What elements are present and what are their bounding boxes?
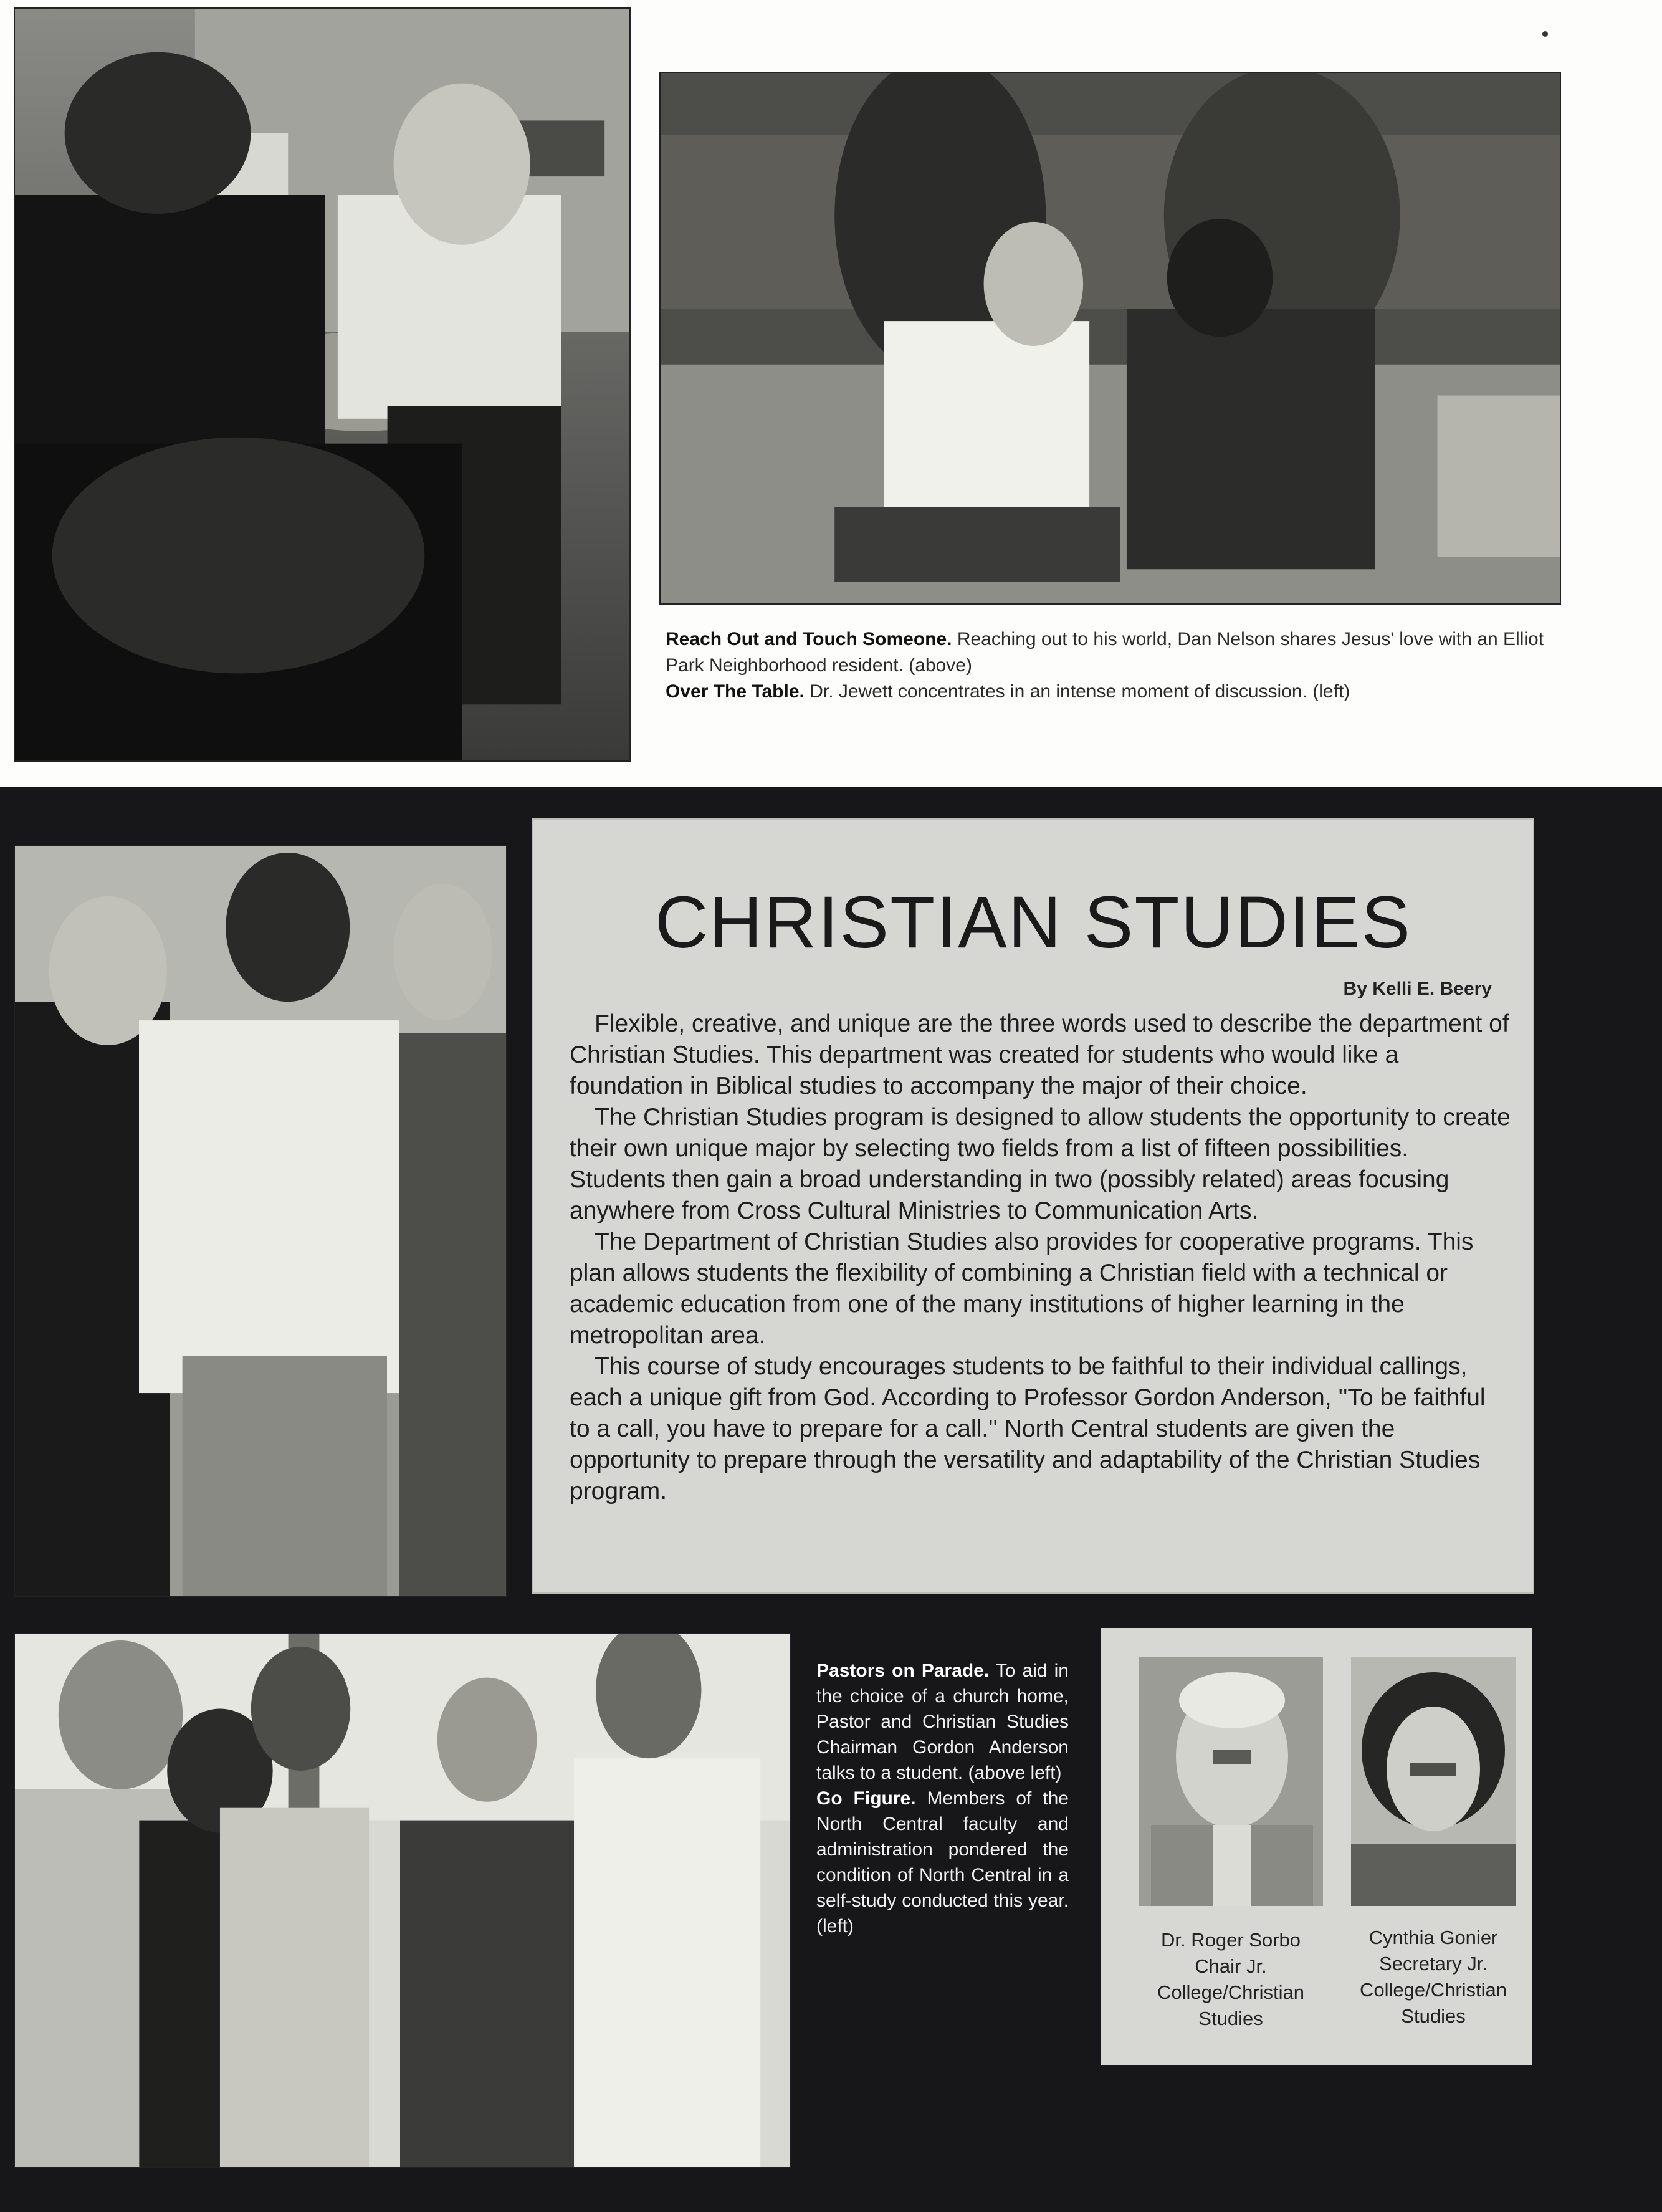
top-photo-captions xyxy=(666,626,1572,705)
staff-caption-cynthia-gonier xyxy=(1338,1925,1529,2029)
caption-pastors-on-parade xyxy=(816,1658,1069,1786)
staff-panel xyxy=(1101,1628,1532,2065)
staff-title: Secretary Jr. xyxy=(1379,1953,1488,1975)
staff-title: College/Christian xyxy=(1157,1981,1305,2003)
caption-text: Dr. Jewett concentrates in an intense moment of discussion. (left) xyxy=(804,681,1350,702)
article-title: CHRISTIAN STUDIES xyxy=(654,881,1412,964)
photo-reach-out xyxy=(659,72,1561,605)
staff-title: Studies xyxy=(1401,2005,1466,2027)
caption-over-the-table xyxy=(666,679,1572,705)
article-paragraph: Flexible, creative, and unique are the three words used to describe the department of Christian Studies. This department was created for students who would like a foundation in Biblical studies to accompany the major of their choice. xyxy=(570,1010,1509,1099)
caption-title: Pastors on Parade. xyxy=(816,1660,990,1681)
page-mark xyxy=(1542,31,1548,37)
article-paragraph: The Department of Christian Studies also provides for cooperative programs. This plan allows students the flexibility of combining a Christian field with a technical or academic education from one of the many institutions of higher learning in the metropolitan area. xyxy=(570,1228,1474,1349)
caption-text: Members of the North Central faculty and administration pondered the condition of North Central in a self-study conducted this year. (left) xyxy=(816,1788,1069,1937)
caption-title: Reach Out and Touch Someone. xyxy=(666,629,952,649)
photo-go-figure xyxy=(14,1633,791,2168)
caption-reach-out xyxy=(666,626,1572,679)
bottom-photo-captions xyxy=(816,1658,1069,1939)
article-paragraph: This course of study encourages students to be faithful to their individual callings, each a unique gift from God. According to Professor Gordon Anderson, ''To be faithful to a call, you have to prepare for a call.'' North Central students are given the opportunity to prepare through the versatility and adaptability of the Christian Studies program. xyxy=(570,1353,1486,1505)
staff-title: Studies xyxy=(1198,2008,1263,2029)
staff-portrait-cynthia-gonier xyxy=(1351,1657,1516,1906)
photo-pastors-on-parade xyxy=(14,845,507,1597)
article-body xyxy=(570,1008,1511,1507)
staff-title: College/Christian xyxy=(1359,1979,1507,2001)
caption-title: Go Figure. xyxy=(816,1788,916,1809)
caption-go-figure xyxy=(816,1786,1069,1939)
staff-portrait-roger-sorbo xyxy=(1139,1657,1323,1906)
caption-text: Reaching out to his world, Dan Nelson shares Jesus' love with an Elliot Park Neighborhood resident. (above) xyxy=(666,629,1544,676)
staff-caption-roger-sorbo xyxy=(1126,1927,1335,2032)
article-byline: By Kelli E. Beery xyxy=(1343,979,1492,999)
photo-over-the-table xyxy=(14,7,631,762)
staff-name: Cynthia Gonier xyxy=(1368,1927,1498,1948)
caption-text: To aid in the choice of a church home, Pastor and Christian Studies Chairman Gordon Anderson talks to a student. (above left) xyxy=(816,1660,1069,1783)
staff-title: Chair Jr. xyxy=(1195,1955,1267,1977)
article-panel xyxy=(532,818,1534,1594)
article-paragraph: The Christian Studies program is designed to allow students the opportunity to create their own unique major by selecting two fields from a list of fifteen possibilities. Students then gain a broad understanding in two (possibly related) areas focusing anywhere from Cross Cultural Ministries to Communication Arts. xyxy=(570,1104,1511,1224)
staff-name: Dr. Roger Sorbo xyxy=(1161,1929,1301,1951)
caption-title: Over The Table. xyxy=(666,681,805,702)
